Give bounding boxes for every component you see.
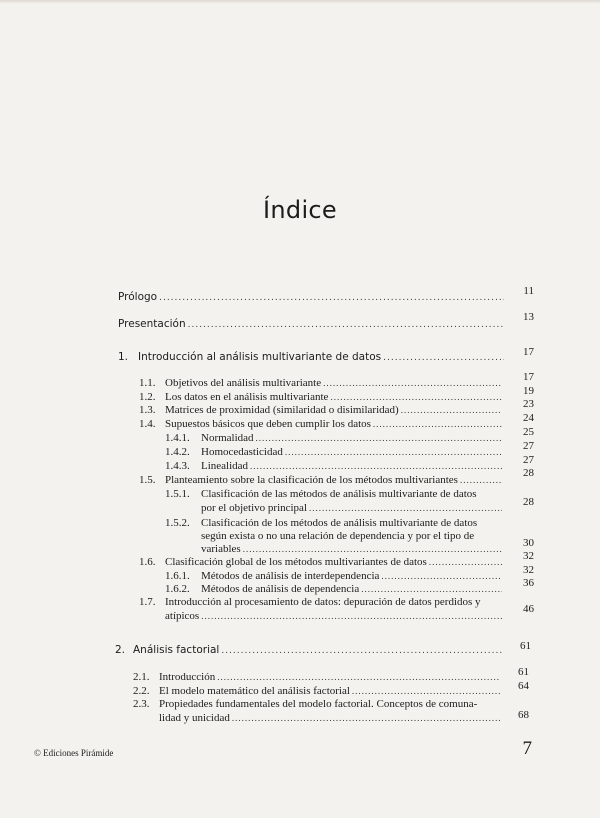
- page-title: Índice: [263, 196, 337, 224]
- toc-entry-1-6-2: [165, 583, 502, 595]
- toc-entry-2-3: [133, 698, 505, 710]
- toc-page: 68: [518, 709, 529, 721]
- toc-entry-chapter-1: [118, 351, 504, 363]
- toc-page: 25: [523, 426, 534, 438]
- toc-title: Métodos de análisis de interdependencia: [201, 570, 380, 582]
- toc-number: 1.6.1.: [165, 570, 190, 582]
- publisher-footer: © Ediciones Pirámide: [34, 748, 114, 758]
- toc-title: Linealidad: [201, 460, 249, 472]
- toc-page: 23: [523, 398, 534, 410]
- toc-page: 46: [523, 603, 534, 615]
- toc-number: 1.6.: [139, 556, 156, 568]
- toc-page: 61: [518, 666, 529, 678]
- toc-entry-2-3-cont: [159, 712, 500, 724]
- toc-entry-2-2: [133, 685, 500, 697]
- leader-dots: [221, 646, 504, 656]
- toc-entry-1-6-1: [165, 570, 502, 582]
- toc-title: Clasificación global de los métodos multivariantes de datos: [165, 556, 427, 568]
- toc-entry-1-4-2: [165, 446, 502, 458]
- toc-entry-1-5-1: [165, 488, 505, 500]
- toc-page: 36: [523, 577, 534, 589]
- leader-dots: [381, 571, 502, 581]
- toc-page: 19: [523, 385, 534, 397]
- toc-number: 1.5.1.: [165, 488, 190, 500]
- toc-title: Introducción: [159, 671, 216, 683]
- toc-number: 1.6.2.: [165, 583, 190, 595]
- toc-page: 27: [523, 454, 534, 466]
- leader-dots: [201, 611, 502, 621]
- toc-page: 24: [523, 412, 534, 424]
- toc-title: Análisis factorial: [133, 644, 220, 656]
- toc-page: 61: [520, 640, 531, 652]
- toc-page: 64: [518, 680, 529, 692]
- toc-number: 1.4.2.: [165, 446, 190, 458]
- toc-title: Objetivos del análisis multivariante: [165, 377, 322, 389]
- toc-page: 30: [523, 537, 534, 549]
- toc-page: 28: [523, 467, 534, 479]
- toc-title-continued: lidad y unicidad: [159, 712, 230, 724]
- toc-number: 1.7.: [139, 596, 156, 608]
- toc-title: Clasificación de las métodos de análisis multivariante de datos: [201, 488, 477, 500]
- toc-title: Prólogo: [118, 291, 158, 303]
- toc-entry-1-7: [139, 596, 505, 608]
- leader-dots: [309, 503, 502, 513]
- toc-entry-prologo: [118, 291, 504, 303]
- leader-dots: [250, 461, 502, 471]
- toc-title: Los datos en el análisis multivariante: [165, 391, 329, 403]
- toc-title: Presentación: [118, 318, 186, 330]
- toc-entry-1-4-3: [165, 460, 502, 472]
- toc-page: 17: [523, 346, 534, 358]
- toc-title: El modelo matemático del análisis factorial: [159, 685, 350, 697]
- toc-page: 32: [523, 564, 534, 576]
- toc-number: 1.5.2.: [165, 517, 190, 529]
- toc-page: 32: [523, 550, 534, 562]
- toc-entry-1-2: [139, 391, 502, 403]
- toc-entry-presentacion: [118, 318, 504, 330]
- leader-dots: [323, 378, 502, 388]
- toc-number: 1.2.: [139, 391, 156, 403]
- toc-entry-2-1: [133, 671, 500, 683]
- toc-number: 1.: [118, 351, 129, 363]
- toc-title-continued: según exista o no una relación de dependencia y por el tipo de: [201, 530, 475, 542]
- toc-title: Planteamiento sobre la clasificación de los métodos multivariantes: [165, 474, 458, 486]
- toc-entry-1-4-1: [165, 432, 502, 444]
- leader-dots: [159, 293, 504, 303]
- toc-title: Homocedasticidad: [201, 446, 283, 458]
- leader-dots: [188, 320, 504, 330]
- leader-dots: [352, 686, 500, 696]
- toc-number: 1.1.: [139, 377, 156, 389]
- toc-title: Introducción al procesamiento de datos: depuración de datos perdidos y: [165, 596, 481, 608]
- toc-title: Introducción al análisis multivariante de datos: [138, 351, 382, 363]
- toc-number: 1.5.: [139, 474, 156, 486]
- page-number: 7: [522, 738, 532, 759]
- toc-title-continued: variables: [201, 543, 241, 555]
- toc-entry-1-5: [139, 474, 502, 486]
- leader-dots: [217, 672, 500, 682]
- leader-dots: [429, 557, 502, 567]
- leader-dots: [256, 433, 502, 443]
- toc-number: 1.4.: [139, 418, 156, 430]
- leader-dots: [232, 713, 500, 723]
- toc-entry-1-3: [139, 404, 502, 416]
- toc-title: Matrices de proximidad (similaridad o disimilaridad): [165, 404, 399, 416]
- toc-title: Propiedades fundamentales del modelo factorial. Conceptos de comuna-: [159, 698, 478, 710]
- leader-dots: [243, 544, 502, 554]
- toc-page: 17: [523, 371, 534, 383]
- toc-title: Métodos de análisis de dependencia: [201, 583, 360, 595]
- toc-page: 13: [523, 311, 534, 323]
- leader-dots: [330, 392, 502, 402]
- toc-number: 1.4.3.: [165, 460, 190, 472]
- toc-title: Clasificación de los métodos de análisis multivariante de datos: [201, 517, 478, 529]
- leader-dots: [383, 353, 504, 363]
- toc-entry-1-5-2-cont: [201, 543, 502, 555]
- toc-number: 2.1.: [133, 671, 150, 683]
- leader-dots: [373, 419, 502, 429]
- toc-entry-1-6: [139, 556, 502, 568]
- toc-entry-1-7-cont: [165, 610, 502, 622]
- leader-dots: [285, 447, 502, 457]
- toc-title: Supuestos básicos que deben cumplir los datos: [165, 418, 371, 430]
- toc-page: 11: [523, 285, 534, 297]
- toc-entry-chapter-2: [115, 644, 504, 656]
- toc-number: 2.: [115, 644, 126, 656]
- toc-number: 2.3.: [133, 698, 150, 710]
- toc-title: Normalidad: [201, 432, 254, 444]
- toc-number: 1.3.: [139, 404, 156, 416]
- toc-number: 1.4.1.: [165, 432, 190, 444]
- leader-dots: [401, 405, 502, 415]
- toc-page: 28: [523, 496, 534, 508]
- toc-entry-1-4: [139, 418, 502, 430]
- toc-entry-1-5-1-cont: [201, 502, 502, 514]
- toc-title-continued: atípicos: [165, 610, 200, 622]
- toc-number: 2.2.: [133, 685, 150, 697]
- leader-dots: [361, 584, 502, 594]
- toc-entry-1-5-2: [165, 517, 505, 529]
- toc-title-continued: por el objetivo principal: [201, 502, 307, 514]
- toc-entry-1-1: [139, 377, 502, 389]
- toc-page: 27: [523, 440, 534, 452]
